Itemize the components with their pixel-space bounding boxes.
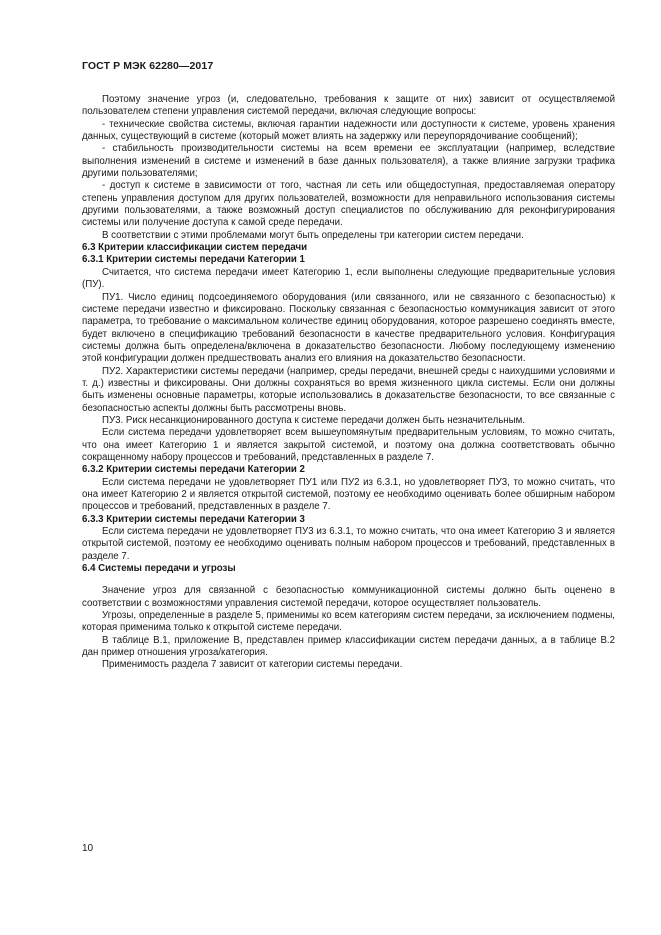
list-item: - стабильность производительности системы на всем времени ее эксплуатации (например, вследствие выполнения изменений в системе и изменений в базе данных пользователя), а также влияние загрузки трафика другими пользователями; [82,143,615,180]
paragraph: ПУ1. Число единиц подсоединяемого оборудования (или связанного, или не связанного с безопасностью) к системе передачи известно и фиксировано. Поскольку связанная с безопасностью коммуникация зависит от этого параметра, то требование о максимальном количестве единиц оборудования, которое разрешено соединять вместе, будет включено в спецификацию требований безопасности в качестве предварительного условия. Конфигурация системы должна быть определена/включена в доказательство безопасности. Любому последующему изменению этой конфигурации должен предшествовать анализ его влияния на доказательство безопасности. [82,291,615,365]
subsection-heading-6-3-2: 6.3.2 Критерии системы передачи Категории 2 [82,464,305,476]
subsection-heading-6-3-1: 6.3.1 Критерии системы передачи Категории 1 [82,254,305,266]
list-item: - доступ к системе в зависимости от того, частная ли сеть или общедоступная, предоставляемая оператору степень управления доступом для других пользователей, возможности для неправильного использования системы другими пользователями, а также возможный доступ специалистов по обслуживанию для реконфигурирования системы или получение доступа к самой среде передачи. [82,180,615,229]
paragraph: Считается, что система передачи имеет Категорию 1, если выполнены следующие предварительные условия (ПУ). [82,266,615,291]
paragraph: Если система передачи не удовлетворяет ПУ3 из 6.3.1, то можно считать, что она имеет Категорию 3 и является открытой системой, поэтому ее необходимо оценивать полным набором процессов и требований, представленных в разделе 7. [82,526,615,562]
paragraph: ПУ2. Характеристики системы передачи (например, среды передачи, внешней среды с наихудшими условиями и т. д.) известны и фиксированы. Они должны сохраняться во время жизненного цикла системы. Если они должны быть изменены основные параметры, которые использовались в доказательстве безопасности, то все связанные с безопасностью аспекты должны быть рассмотрены вновь. [82,365,615,414]
section-heading-6-4: 6.4 Системы передачи и угрозы [82,563,236,575]
page-number: 10 [82,843,94,854]
section-heading-6-3: 6.3 Критерии классификации систем передачи [82,242,308,254]
subsection-heading-6-3-3: 6.3.3 Критерии системы передачи Категории 3 [82,513,305,525]
list-item: - технические свойства системы, включая гарантии надежности или доступности к системе, уровень хранения данных, существующий в системе (который может влиять на задержку или переупорядочивание сообщений); [82,118,615,143]
paragraph: Если система передачи не удовлетворяет ПУ1 или ПУ2 из 6.3.1, но удовлетворяет ПУ3, то можно считать, что она имеет Категорию 2 и является открытой системой, поэтому ее необходимо оценивать более обширным набором процессов и требований, представленных в разделе 7. [82,476,615,513]
paragraph: Поэтому значение угроз (и, следовательно, требования к защите от них) зависит от осуществляемой пользователем степени управления системой передачи, включая следующие вопросы: [82,94,615,118]
paragraph: ПУ3. Риск несанкционированного доступа к системе передачи должен быть незначительным. [102,414,525,426]
paragraph: Применимость раздела 7 зависит от категории системы передачи. [102,659,403,671]
paragraph: Значение угроз для связанной с безопасностью коммуникационной системы должно быть оценено в соответствии с возможностями управления системой передачи, которое осуществляет пользователь. [82,585,615,609]
page-header: ГОСТ Р МЭК 62280—2017 [82,60,214,72]
paragraph: Если система передачи удовлетворяет всем вышеупомянутым предварительным условиям, то можно считать, что она имеет Категорию 1 и является закрытой системой, и поэтому она должна соответствовать обычно сокращенному набору процессов и требований, представленных в разделе 7. [82,427,615,463]
document-body [82,94,615,672]
paragraph: В таблице В.1, приложение В, представлен пример классификации систем передачи данных, а в таблице В.2 дан пример отношения угроза/категория. [82,634,615,659]
paragraph: В соответствии с этими проблемами могут быть определены три категории систем передачи. [102,229,524,241]
paragraph: Угрозы, определенные в разделе 5, применимы ко всем категориям систем передачи, за исключением подмены, которая применима только к открытой системе передачи. [82,610,615,634]
